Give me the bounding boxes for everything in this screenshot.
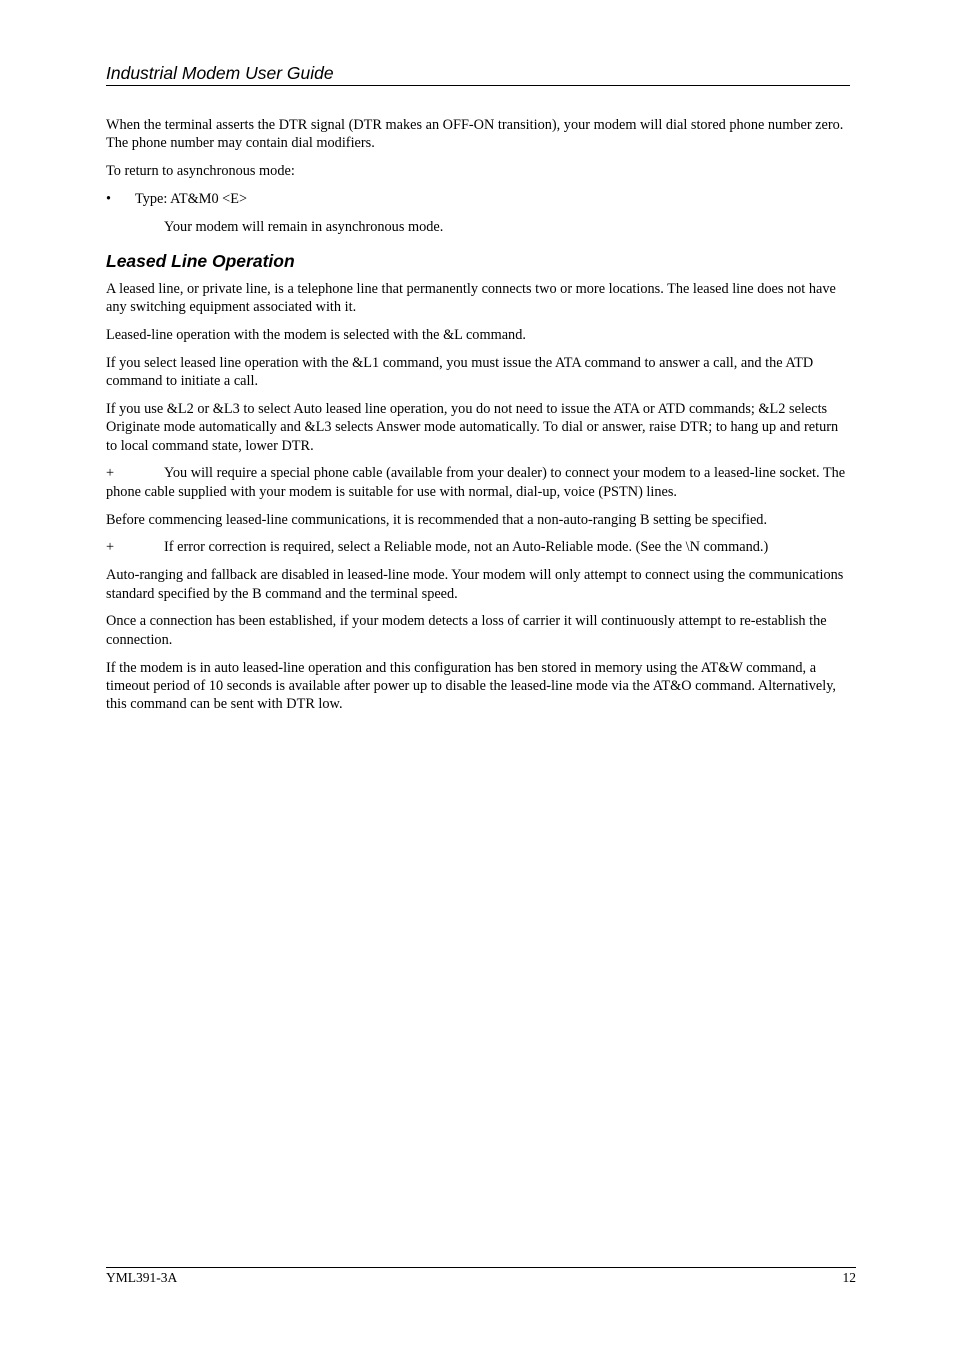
intro-paragraph-dtr: When the terminal asserts the DTR signal (DTR makes an OFF-ON transition), your modem will dial stored phone number zero. The phone number may contain dial modifiers. (106, 117, 844, 152)
section-paragraph-8: If the modem is in auto leased-line operation and this configuration has ben stored in memory using the AT&W command, a timeout period of 10 seconds is available after power up to disable the leased-line mode via the AT&O command. Alternatively, this command can be sent with DTR low. (106, 659, 836, 712)
page-footer (106, 1267, 856, 1288)
note-text: You will require a special phone cable (available from your dealer) to connect your modem to a leased-line socket. The phone cable supplied with your modem is suitable for use with normal, dial-up, voice (PSTN) lines. (106, 465, 846, 500)
header-title: Industrial Modem User Guide (106, 63, 334, 83)
section-paragraph-2: Leased-line operation with the modem is selected with the &L command. (106, 327, 526, 344)
footer-page-number: 12 (842, 1270, 856, 1285)
bullet-result-text: Your modem will remain in asynchronous mode. (164, 218, 444, 235)
section-paragraph-3: If you select leased line operation with the &L1 command, you must issue the ATA command to answer a call, and the ATD command to initiate a call. (106, 355, 814, 390)
note-phone-cable (106, 464, 852, 500)
section-paragraph-1: A leased line, or private line, is a telephone line that permanently connects two or more locations. The leased line does not have any switching equipment associated with it. (106, 281, 836, 316)
note-marker: + (106, 465, 115, 482)
footer-document-id: YML391-3A (106, 1270, 178, 1285)
note-marker: + (106, 539, 115, 556)
page-content (106, 116, 852, 723)
page-header (106, 62, 850, 86)
intro-paragraph-return: To return to asynchronous mode: (106, 163, 295, 180)
section-paragraph-7: Once a connection has been established, if your modem detects a loss of carrier it will continuously attempt to re-establish the connection. (106, 613, 827, 648)
section-heading: Leased Line Operation (106, 251, 295, 272)
bullet-item-type-command (106, 190, 852, 208)
section-paragraph-4: If you use &L2 or &L3 to select Auto leased line operation, you do not need to issue the ATA or ATD commands; &L2 selects Originate mode automatically and &L3 selects Answer mode automatically. To dial or answer, raise DTR; to hang up and return to local command state, lower DTR. (106, 401, 839, 454)
bullet-dot: • (106, 190, 112, 207)
note-error-correction (106, 538, 852, 556)
section-paragraph-6: Auto-ranging and fallback are disabled in leased-line mode. Your modem will only attempt to connect using the communications standard specified by the B command and the terminal speed. (106, 567, 844, 602)
section-paragraph-5: Before commencing leased-line communications, it is recommended that a non-auto-ranging B setting be specified. (106, 511, 768, 528)
note-text: If error correction is required, select a Reliable mode, not an Auto-Reliable mode. (See the \N command.) (164, 539, 769, 556)
bullet-text: Type: AT&M0 <E> (135, 190, 248, 207)
